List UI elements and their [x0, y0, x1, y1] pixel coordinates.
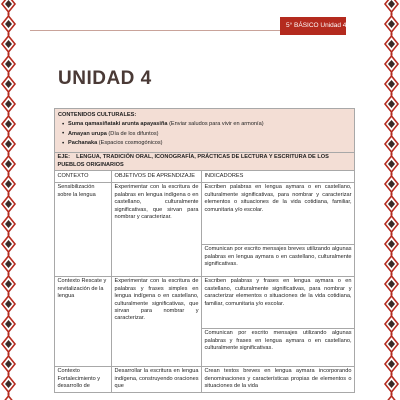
border-diamond-inner [388, 100, 395, 108]
border-diamond-inner [5, 260, 12, 268]
indicator-cell: Escriben palabras en lengua aymara o en castellano, culturalmente significativas, para nombrar y caracterizar elementos o situaciones de la vida cotidiana, familiar, comunitaria y/o escolar. [202, 182, 355, 244]
border-diamond-inner [388, 140, 395, 148]
border-diamond-inner [388, 120, 395, 128]
table-row [55, 182, 355, 244]
curriculum-table [54, 108, 355, 393]
objective-cell: Desarrollar la escritura en lengua indígena, construyendo oraciones que [112, 366, 202, 392]
objective-cell: Experimentar con la escritura de palabras y frases simples en lengua indígena o en castellano, culturalmente significativas, que sirvan para nombrar y caracterizar. [112, 276, 202, 366]
cultural-contents-cell [55, 109, 355, 153]
content-desc: (Día de los difuntos) [108, 130, 159, 137]
border-diamond-inner [5, 240, 12, 248]
border-diamond-inner [5, 160, 12, 168]
border-diamond [385, 396, 398, 400]
border-diamond-inner [388, 200, 395, 208]
list-item [68, 131, 351, 138]
border-diamond-inner [5, 60, 12, 68]
border-diamond-inner [5, 300, 12, 308]
list-item [68, 121, 351, 128]
list-item [68, 140, 351, 147]
column-header: INDICADORES [202, 171, 355, 182]
border-diamond-inner [5, 340, 12, 348]
border-diamond-inner [388, 180, 395, 188]
table-row [55, 366, 355, 392]
grade-unit-tag: 5° BÁSICO Unidad 4 [280, 17, 346, 35]
content-desc: (Enviar saludos para vivir en armonía) [169, 121, 264, 128]
decorative-border-left [0, 0, 17, 400]
border-diamond-inner [5, 0, 12, 8]
border-diamond-inner [388, 380, 395, 388]
border-diamond-inner [388, 240, 395, 248]
border-diamond-inner [388, 40, 395, 48]
border-diamond-inner [5, 360, 12, 368]
border-diamond-inner [5, 180, 12, 188]
contents-title: CONTENIDOS CULTURALES: [58, 112, 137, 118]
eje-label: EJE: [57, 154, 70, 161]
border-diamond-inner [388, 280, 395, 288]
border-diamond-inner [5, 380, 12, 388]
indicator-cell: Crean textos breves en lengua aymara incorporando denominaciones y características propias de elementos o situaciones de la vida [202, 366, 355, 392]
eje-row [55, 152, 355, 171]
contents-row [55, 109, 355, 153]
content-name: Suma qamasiñataki arunta apayasiña [68, 121, 168, 128]
eje-text: LENGUA, TRADICIÓN ORAL, ICONOGRAFÍA, PRÁCTICAS DE LECTURA Y ESCRITURA DE LOS PUEBLOS ORIGINARIOS [57, 154, 329, 168]
context-cell: Contexto Fortalecimiento y desarrollo de [55, 366, 112, 392]
indicator-cell: Comunican por escrito mensajes breves utilizando algunas palabras en lengua aymara o en castellano, culturalmente significativas. [202, 244, 355, 276]
border-diamond-inner [5, 320, 12, 328]
border-diamond-inner [388, 80, 395, 88]
border-diamond-inner [388, 300, 395, 308]
border-diamond-inner [388, 0, 395, 8]
border-diamond-inner [388, 160, 395, 168]
content-name: Amayan urupa [68, 130, 107, 137]
objective-cell: Experimentar con la escritura de palabras en lengua indígena o en castellano, culturalmente significativas, que sirvan para nombrar y caracterizar. [112, 182, 202, 276]
border-diamond-inner [5, 20, 12, 28]
border-diamond-inner [5, 40, 12, 48]
border-diamond-inner [388, 260, 395, 268]
context-cell: Contexto Rescate y revitalización de la lengua [55, 276, 112, 366]
border-diamond-inner [388, 220, 395, 228]
indicator-cell: Escriben palabras y frases en lengua aymara o en castellano, culturalmente significativas, para nombrar y caracterizar elementos o situaciones de la vida cotidiana, familiar, comunitaria y/o escolar. [202, 276, 355, 328]
indicator-cell: Comunican por escrito mensajes utilizando algunas palabras y frases en lengua aymara o en castellano, culturalmente significativas. [202, 328, 355, 366]
border-diamond-inner [388, 340, 395, 348]
border-diamond-inner [388, 60, 395, 68]
border-diamond-inner [388, 360, 395, 368]
border-diamond-inner [5, 120, 12, 128]
column-header: OBJETIVOS DE APRENDIZAJE [112, 171, 202, 182]
border-diamond-inner [5, 200, 12, 208]
context-cell: Sensibilización sobre la lengua [55, 182, 112, 276]
border-diamond-inner [5, 80, 12, 88]
table-header-row [55, 171, 355, 182]
border-diamond-inner [5, 280, 12, 288]
border-diamond-inner [5, 140, 12, 148]
content-desc: (Espacios cosmogónicos) [98, 140, 163, 147]
border-diamond [2, 396, 15, 400]
eje-cell [55, 152, 355, 171]
content-name: Pachanaka [68, 140, 98, 147]
border-diamond-inner [5, 100, 12, 108]
border-diamond-inner [5, 220, 12, 228]
decorative-border-right [383, 0, 400, 400]
column-header: CONTEXTO [55, 171, 112, 182]
cultural-contents-list [58, 121, 351, 147]
woven-pattern-left [0, 0, 17, 400]
unit-title: UNIDAD 4 [58, 68, 152, 89]
woven-pattern-right [383, 0, 400, 400]
table-row [55, 276, 355, 328]
border-diamond-inner [388, 320, 395, 328]
border-diamond-inner [388, 20, 395, 28]
